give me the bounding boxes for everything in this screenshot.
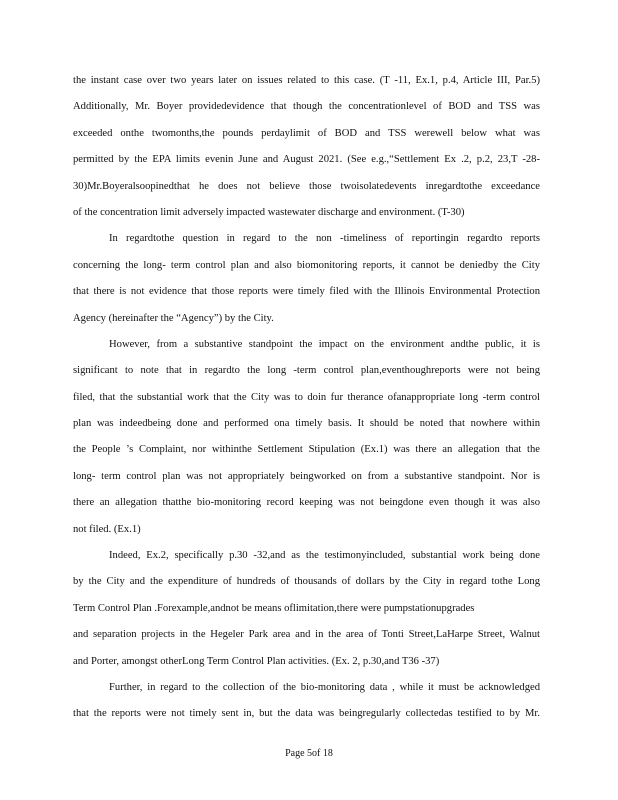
text-line: Agency (hereinafter the “Agency”) by the City.	[73, 312, 274, 324]
text-line: permitted by the EPA limits evenin June and August 2021. (See e.g.,“Settlement Ex .2, p.2, 23,T -28-	[73, 154, 540, 166]
text-line: Additionally, Mr. Boyer providedevidence that though the concentrationlevel of BOD and TSS was	[73, 101, 540, 113]
text-line: not filed. (Ex.1)	[73, 523, 141, 535]
text-line: filed, that the substantial work that the City was to doin fur therance ofanappropriate long -term control	[73, 391, 540, 403]
text-line: In regardtothe question in regard to the non -timeliness of reportingin regardto reports	[109, 233, 540, 245]
text-line: and separation projects in the Hegeler Park area and in the area of Tonti Street,LaHarpe Street, Walnut	[73, 629, 540, 641]
text-line: Further, in regard to the collection of the bio-monitoring data , while it must be acknowledged	[109, 681, 540, 693]
text-line: However, from a substantive standpoint the impact on the environment andthe public, it is	[109, 338, 540, 350]
text-line: Term Control Plan .Forexample,andnot be means oflimitation,there were pumpstationupgrades	[73, 602, 475, 614]
text-line: of the concentration limit adversely impacted wastewater discharge and environment. (T-30)	[73, 206, 465, 218]
text-line: 30)Mr.Boyeralsoopinedthat he does not believe those twoisolatedevents inregardtothe exceedance	[73, 180, 540, 192]
page-footer: Page 5of 18	[285, 748, 333, 759]
text-line: and Porter, amongst otherLong Term Control Plan activities. (Ex. 2, p.30,and T36 -37)	[73, 655, 440, 667]
text-line: Indeed, Ex.2, specifically p.30 -32,and as the testimonyincluded, substantial work being done	[109, 550, 540, 562]
text-line: there an allegation thatthe bio-monitoring record keeping was not beingdone even though it was also	[73, 497, 540, 509]
text-line: concerning the long- term control plan and also biomonitoring reports, it cannot be deniedby the City	[73, 259, 540, 271]
text-line: by the City and the expenditure of hundreds of thousands of dollars by the City in regard tothe Long	[73, 576, 540, 588]
text-line: plan was indeedbeing done and performed ona timely basis. It should be noted that nowhere within	[73, 418, 540, 430]
text-line: that there is not evidence that those reports were timely filed with the Illinois Environmental Protection	[73, 286, 540, 298]
text-line: the instant case over two years later on issues related to this case. (T -11, Ex.1, p.4, Article III, Par.5)	[73, 75, 540, 86]
text-line: that the reports were not timely sent in, but the data was beingregularly collectedas testified to by Mr.	[73, 708, 540, 720]
text-line: exceeded onthe twomonths,the pounds perdaylimit of BOD and TSS werewell below what was	[73, 127, 540, 139]
text-line: long- term control plan was not appropriately beingworked on from a substantive standpoint. Nor is	[73, 470, 540, 482]
document-body	[73, 68, 540, 728]
text-line: the People ’s Complaint, nor withinthe Settlement Stipulation (Ex.1) was there an allegation that the	[73, 444, 540, 456]
text-line: significant to note that in regardto the long -term control plan,eventhoughreports were not being	[73, 365, 540, 377]
